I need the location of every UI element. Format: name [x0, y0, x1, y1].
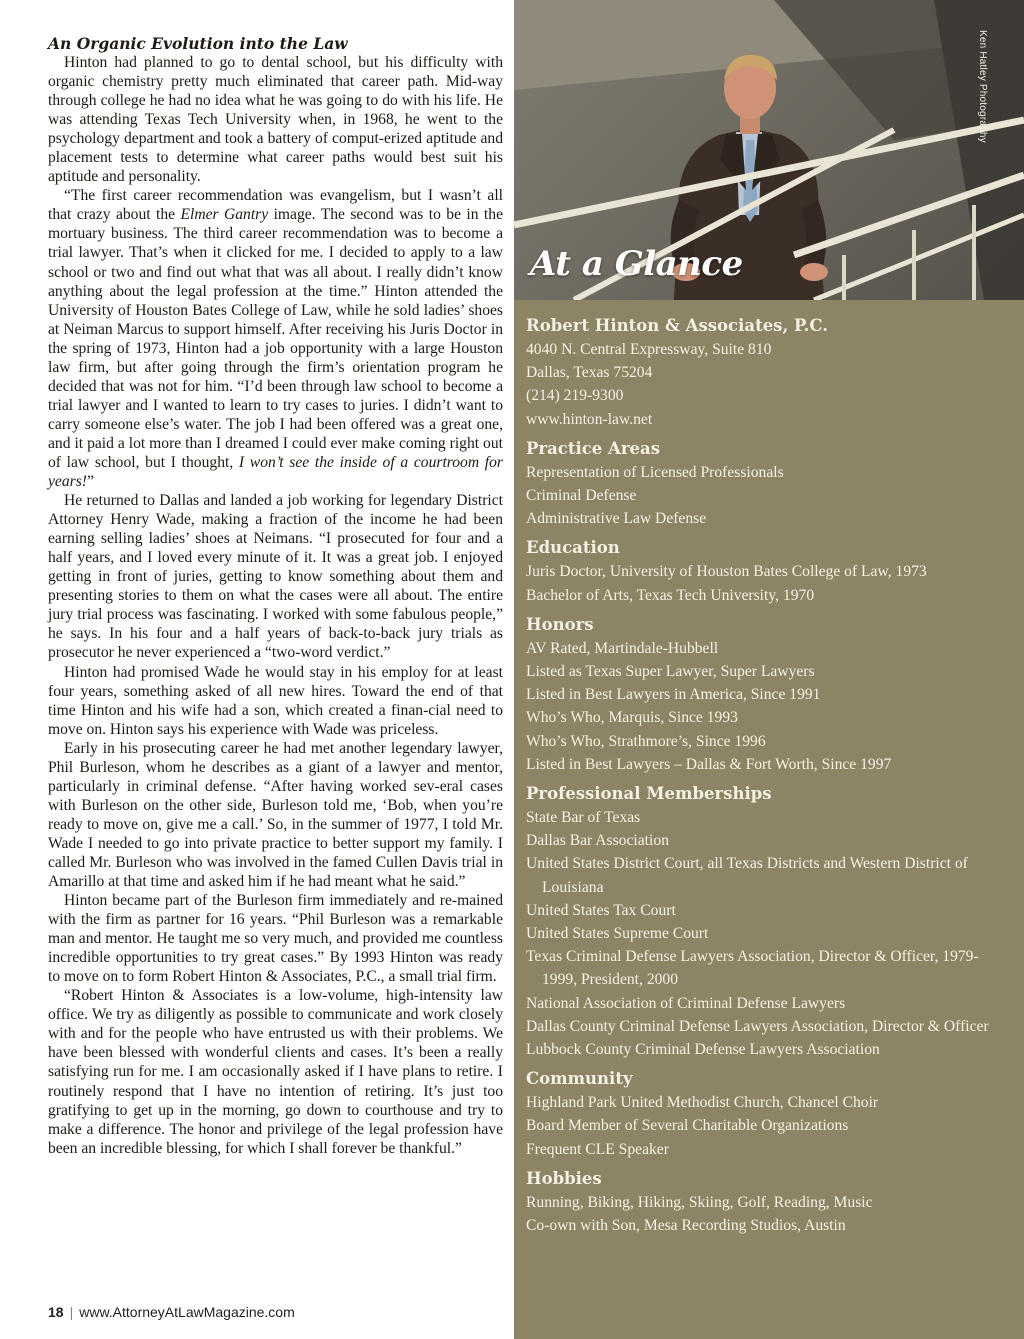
paragraph-text: Hinton became part of the Burleson firm immediately and re-mained with the firm as partner for 16 years. “Phil Burleson was a remarkable man and mentor. He taught me so very much, and provided me countless incredible opportunities to try great cases.” By 1993 Hinton was ready to move on to form Robert Hinton & Associates, P.C., a small trial firm. — [48, 892, 503, 986]
sidebar-section — [526, 782, 1006, 1061]
sidebar-line: National Association of Criminal Defense Lawyers — [526, 994, 846, 1012]
article-paragraph — [48, 739, 503, 891]
article-paragraph — [48, 663, 503, 739]
sidebar-line: Dallas, Texas 75204 — [526, 364, 653, 382]
sidebar-section — [526, 1167, 1006, 1237]
at-a-glance-sidebar — [514, 0, 1024, 1339]
sidebar-line: Who’s Who, Strathmore’s, Since 1996 — [526, 732, 766, 750]
italic-text: I won’t see the inside of a courtroom for years! — [48, 453, 503, 491]
sidebar-section-heading: Education — [526, 538, 620, 558]
footer-site-link[interactable]: www.AttorneyAtLawMagazine.com — [79, 1304, 295, 1320]
sidebar-line: State Bar of Texas — [526, 809, 641, 827]
article-body — [48, 53, 503, 1158]
sidebar-section — [526, 314, 1006, 431]
sidebar-line: United States District Court, all Texas Districts and Western District of Louisiana — [526, 855, 968, 896]
article-paragraph — [48, 986, 503, 1157]
sidebar-section — [526, 1067, 1006, 1161]
sidebar-line: Texas Criminal Defense Lawyers Association, Director & Officer, 1979-1999, President, 2000 — [526, 948, 979, 989]
sidebar-line: Administrative Law Defense — [526, 510, 707, 528]
sidebar-section — [526, 613, 1006, 776]
page-footer — [48, 1304, 295, 1320]
footer-divider: | — [69, 1304, 74, 1320]
sidebar-section-heading: Practice Areas — [526, 438, 660, 458]
sidebar-line: AV Rated, Martindale-Hubbell — [526, 639, 719, 657]
sidebar-line: Board Member of Several Charitable Organizations — [526, 1117, 849, 1135]
sidebar-line: Listed as Texas Super Lawyer, Super Lawyers — [526, 663, 815, 681]
sidebar-title: At a Glance — [530, 244, 743, 284]
paragraph-text: Early in his prosecuting career he had met another legendary lawyer, Phil Burleson, whom he describes as a giant of a lawyer and mentor, particularly in criminal defense. “After having worked sev-eral cases with Burleson on the other side, Burleson told me, ‘Bob, when you’re ready to move on, give me a call.’ So, in the summer of 1977, I told Mr. Wade I needed to go into private practice to better support my family. I called Mr. Burleson who was involved in the famed Cullen Davis trial in Amarillo at that time and asked him if he had meant what he said.” — [48, 739, 503, 891]
sidebar-section-heading: Community — [526, 1069, 633, 1089]
sidebar-section-heading: Robert Hinton & Associates, P.C. — [526, 316, 828, 335]
sidebar-line: Dallas County Criminal Defense Lawyers Association, Director & Officer — [526, 1017, 989, 1035]
sidebar-line: Lubbock County Criminal Defense Lawyers Association — [526, 1041, 880, 1059]
page-number: 18 — [48, 1304, 64, 1320]
sidebar-section-heading: Hobbies — [526, 1168, 602, 1188]
article-paragraph — [48, 53, 503, 186]
sidebar-line: United States Supreme Court — [526, 925, 709, 943]
sidebar-section-heading: Professional Memberships — [526, 784, 772, 804]
paragraph-text: Hinton had promised Wade he would stay in his employ for at least four years, something asked of all new hires. Toward the end of that time Hinton and his wife had a son, which created a finan-cial need to move on. Hinton says his experience with Wade was priceless. — [48, 663, 503, 738]
sidebar-line: (214) 219-9300 — [526, 387, 624, 405]
website-link[interactable]: www.hinton-law.net — [526, 410, 653, 428]
sidebar-line: Running, Biking, Hiking, Skiing, Golf, Reading, Music — [526, 1193, 873, 1211]
article-column — [48, 34, 503, 1158]
sidebar-line: Dallas Bar Association — [526, 832, 669, 850]
sidebar-line: Listed in Best Lawyers – Dallas & Fort Worth, Since 1997 — [526, 755, 892, 773]
article-heading: An Organic Evolution into the Law — [48, 34, 348, 53]
paragraph-text: “The first career recommendation was evangelism, but I wasn’t all that crazy about the — [48, 187, 503, 224]
article-paragraph — [48, 186, 503, 491]
sidebar-line: Listed in Best Lawyers in America, Since 1991 — [526, 686, 821, 704]
paragraph-text: “Robert Hinton & Associates is a low-volume, high-intensity law office. We try as diligently as possible to communicate and work closely with and for the people who have entrusted us with their problems. We have been blessed with wonderful clients and cases. It’s been a really satisfying run for me. I am occasionally asked if I have plans to retire. I routinely respond that I have no intention of retiring. It’s just too gratifying to get up in the morning, go down to courthouse and try to make a difference. The honor and privilege of the legal profession have been an incredible blessing, for which I shall forever be thankful.” — [48, 987, 503, 1157]
sidebar-line: Co-own with Son, Mesa Recording Studios, Austin — [526, 1217, 846, 1235]
sidebar-line: Juris Doctor, University of Houston Bates College of Law, 1973 — [526, 563, 927, 581]
article-paragraph — [48, 491, 503, 662]
sidebar-line: Bachelor of Arts, Texas Tech University, 1970 — [526, 586, 815, 604]
sidebar-line: United States Tax Court — [526, 901, 676, 919]
portrait-photo — [514, 0, 1024, 300]
sidebar-section-heading: Honors — [526, 614, 594, 634]
paragraph-text: Hinton had planned to go to dental school, but his difficulty with organic chemistry pretty much eliminated that career path. Mid-way through college he had no idea what he was going to do with his life. He was attending Texas Tech University when, in 1968, he went to the psychology department and took a battery of comput-erized aptitude and placement tests to determine what career paths would best suit his aptitude and personality. — [48, 54, 503, 186]
sidebar-section — [526, 437, 1006, 531]
paragraph-text: He returned to Dallas and landed a job working for legendary District Attorney Henry Wade, making a fraction of the income he had been earning selling ladies’ shoes at Neimans. “I prosecuted for four and a half years, and I loved every minute of it. It was a great job. I enjoyed getting in front of juries, getting to know something about them and presenting stories to them on what the cases were all about. The entire jury trial process was fascinating. I worked with some fabulous people,” he says. In his four and a half years of back-to-back jury trials as prosecutor he never experienced a “two-word verdict.” — [48, 492, 503, 662]
sidebar-line: Who’s Who, Marquis, Since 1993 — [526, 709, 738, 727]
sidebar-line: Criminal Defense — [526, 487, 637, 505]
sidebar-line: Frequent CLE Speaker — [526, 1140, 669, 1158]
italic-text: Elmer Gantry — [180, 206, 269, 224]
paragraph-text: image. The second was to be in the mortuary business. The third career recommendation was to become a trial lawyer. That’s when it clicked for me. I decided to apply to a law school or two and find out what that was all about. I really didn’t know anything about the legal profession at the time.” Hinton attended the University of Houston Bates College of Law, while he sold ladies’ shoes at Neiman Marcus to support himself. After receiving his Juris Doctor in the spring of 1973, Hinton had a job opportunity with a large Houston law firm, but after going through the firm’s orientation program he decided that was not for him. “I’d been through law school to become a trial lawyer and I wanted to learn to try cases to juries. I didn’t want to carry someone else’s water. The job I had been offered was a great one, and it paid a lot more than I dreamed I could ever make coming right out of law school, but I thought, — [48, 206, 503, 471]
paragraph-text: ” — [86, 473, 94, 491]
sidebar-line: Representation of Licensed Professionals — [526, 463, 784, 481]
sidebar-line: 4040 N. Central Expressway, Suite 810 — [526, 341, 772, 358]
sidebar-line: Highland Park United Methodist Church, Chancel Choir — [526, 1094, 879, 1112]
photo-credit: Ken Hatley Photography — [977, 30, 988, 143]
article-paragraph — [48, 891, 503, 986]
sidebar-section — [526, 536, 1006, 606]
sidebar-info — [526, 314, 1006, 1243]
